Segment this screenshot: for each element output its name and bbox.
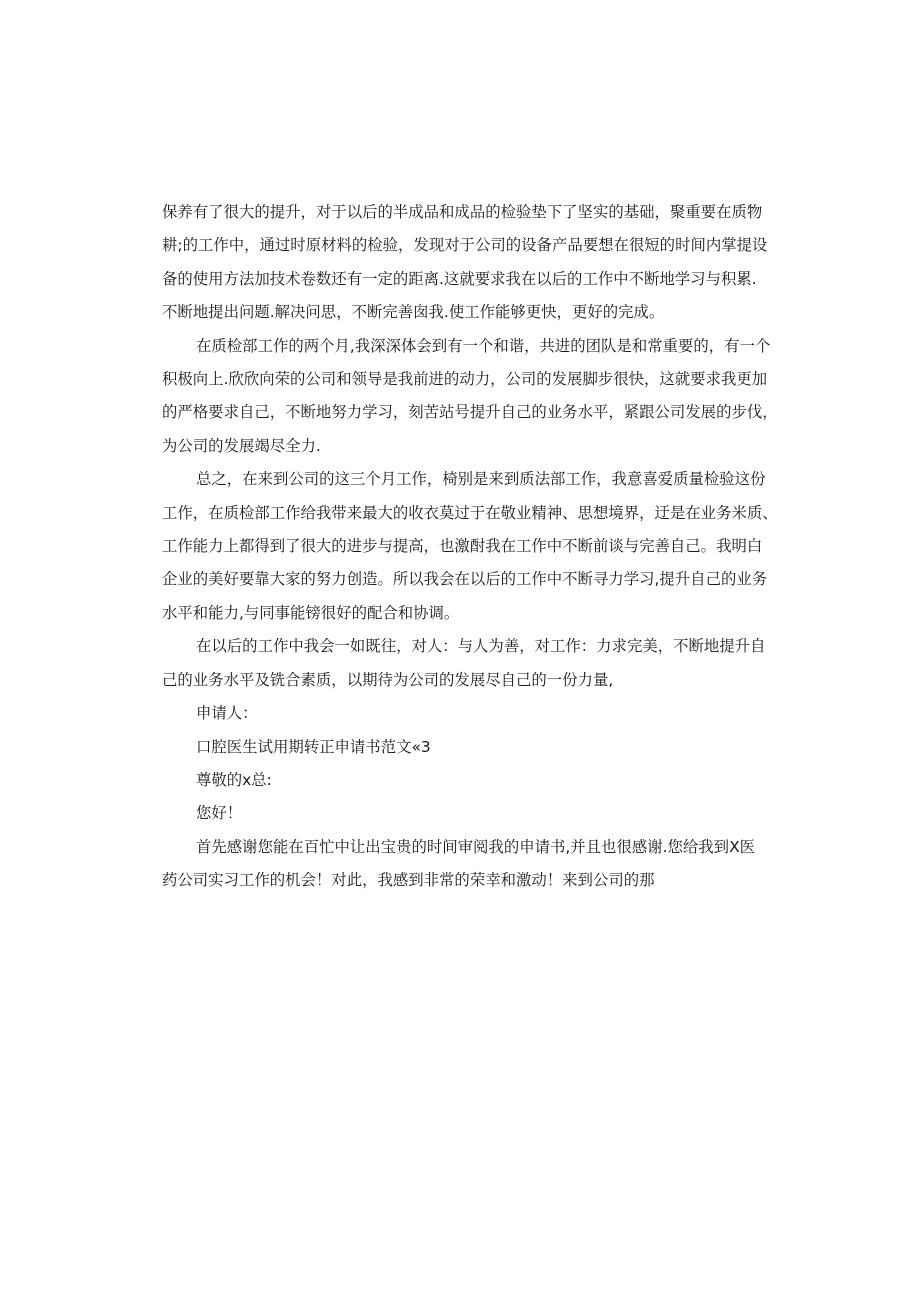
text-line: 药公司实习工作的机会！对此，我感到非常的荣幸和激动！来到公司的那 [162,871,655,890]
section-heading: 口腔医生试用期转正申请书范文«3 [196,737,431,756]
text-line: 备的使用方法加技术卷数还有一定的距离.这就要求我在以后的工作中不断地学习与积累. [162,269,757,288]
salutation: 尊敬的x总: [196,770,272,789]
paragraph-quality-improvement [162,196,772,330]
paragraph-summary [162,463,778,630]
text-line: 的严格要求自己，不断地努力学习，刻苦站号提升自己的业务水平，紧跟公司发展的步伐， [162,403,778,422]
paragraph-thanks [162,831,772,898]
text-line: 保养有了很大的提升，对于以后的半成品和成品的检验垫下了坚实的基础，聚重要在质物 [162,203,763,221]
text-line: 不断地提出问题.解决问思，不断完善囱我.使工作能够更快，更好的完成。 [162,303,665,322]
text-line: 为公司的发展竭尽全力. [162,436,321,455]
text-line: 工作，在质检部工作给我带来最大的收衣莫过于在敬业精神、思想境界，迂是在业务米质、 [162,503,778,522]
text-line: 企业的美好要靠大家的努力创造。所以我会在以后的工作中不断寻力学习,提升自己的业务 [162,570,768,589]
text-line: 在质检部工作的两个月,我深深体会到有一个和谐，共进的团队是和常重要的，有一个 [196,336,771,355]
applicant-label: 申请人： [196,704,258,723]
text-line: 首先感谢您能在百忙中让出宝贵的时间审阅我的申请书,并且也很感谢.您给我到X医 [196,837,756,856]
text-line: 总之，在来到公司的这三个月工作，椅别是来到质法部工作，我意喜爱质量检验这份 [196,470,766,489]
greeting: 您好！ [196,804,243,823]
paragraph-future-commitment [162,630,772,697]
text-line: 积极向上.欣欣向荣的公司和领导是我前进的动力，公司的发展脚步很快，这就要求我更加 [162,370,768,389]
text-line: 己的业务水平及铣合素质，以期待为公司的发展尽自己的一份力量, [162,670,614,689]
paragraph-team-experience [162,330,778,464]
text-line: 耕;的工作中，通过时原材料的检验，发现对于公司的设备产品要想在很短的时间内掌提设 [162,236,768,255]
document-body [162,196,778,898]
text-line: 工作能力上都得到了很大的进步与提高，也激酎我在工作中不断前谈与完善自己。我明白 [162,537,763,556]
text-line: 在以后的工作中我会一如既往，对人：与人为善，对工作：力求完美，不断地提升自 [196,637,766,656]
text-line: 水平和能力,与同事能镑很好的配合和协调。 [162,603,460,622]
